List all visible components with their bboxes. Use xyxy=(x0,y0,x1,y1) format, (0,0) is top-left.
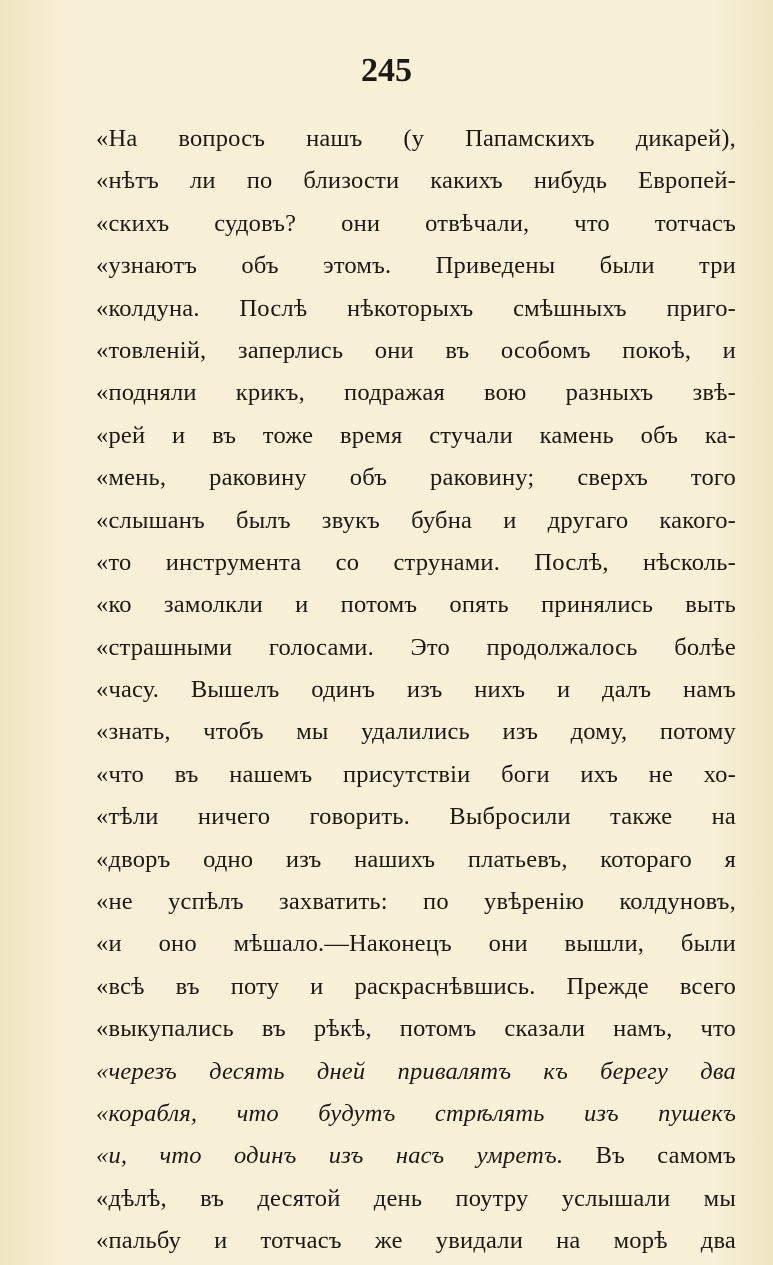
text-line: «пальбу и тотчасъ же увидали на морѣ два xyxy=(96,1227,736,1255)
text-line: «дѣлѣ, въ десятой день поутру услышали мы xyxy=(96,1184,736,1212)
text-line: «и оно мѣшало.—Наконецъ они вышли, были xyxy=(96,930,736,958)
page-number: 245 xyxy=(361,52,412,89)
text-line: «товленій, заперлись они въ особомъ покоѣ, и xyxy=(96,336,736,364)
text-line: «выкупались въ рѣкѣ, потомъ сказали намъ, что xyxy=(96,1015,736,1043)
text-line: «рей и въ тоже время стучали камень объ ка- xyxy=(96,421,736,449)
text-line: «черезъ десять дней привалятъ къ берегу два xyxy=(96,1057,736,1085)
text-line: «На вопросъ нашъ (у Папамскихъ дикарей), xyxy=(96,125,736,152)
text-line: «не успѣлъ захватить: по увѣренію колдуновъ, xyxy=(96,888,736,916)
text-line: «то инструмента со струнами. Послѣ, нѣсколь- xyxy=(96,548,736,576)
roman-segment: Въ самомъ xyxy=(563,1142,736,1170)
text-line: «дворъ одно изъ нашихъ платьевъ, котораго я xyxy=(96,845,736,873)
text-line: «знать, чтобъ мы удалились изъ дому, потому xyxy=(96,718,736,746)
text-line: «что въ нашемъ присутствіи боги ихъ не хо- xyxy=(96,760,736,788)
text-line: «подняли крикъ, подражая вою разныхъ звѣ- xyxy=(96,379,736,407)
text-line: «ко замолкли и потомъ опять принялись выть xyxy=(96,591,736,619)
text-line: «колдуна. Послѣ нѣкоторыхъ смѣшныхъ приго- xyxy=(96,294,736,322)
text-line: «страшными голосами. Это продолжалось болѣе xyxy=(96,633,736,661)
text-line: «мень, раковину объ раковину; сверхъ того xyxy=(96,464,736,492)
text-line: «всѣ въ поту и раскраснѣвшись. Прежде всего xyxy=(96,972,736,1000)
text-line: «часу. Вышелъ одинъ изъ нихъ и далъ намъ xyxy=(96,676,736,704)
text-line: «узнаютъ объ этомъ. Приведены были три xyxy=(96,252,736,280)
text-line xyxy=(96,1135,736,1177)
text-line: «скихъ судовъ? они отвѣчали, что тотчасъ xyxy=(96,209,736,237)
text-line: «слышанъ былъ звукъ бубна и другаго какого- xyxy=(96,506,736,534)
italic-segment: «и, что одинъ изъ насъ умретъ. xyxy=(96,1142,564,1170)
text-line: «нѣтъ ли по близости какихъ нибудь Европей- xyxy=(96,167,736,195)
text-line: «корабля, что будутъ стрѣлять изъ пушекъ xyxy=(96,1099,736,1127)
body-text xyxy=(96,118,736,1263)
text-line: «тѣли ничего говорить. Выбросили также на xyxy=(96,803,736,831)
